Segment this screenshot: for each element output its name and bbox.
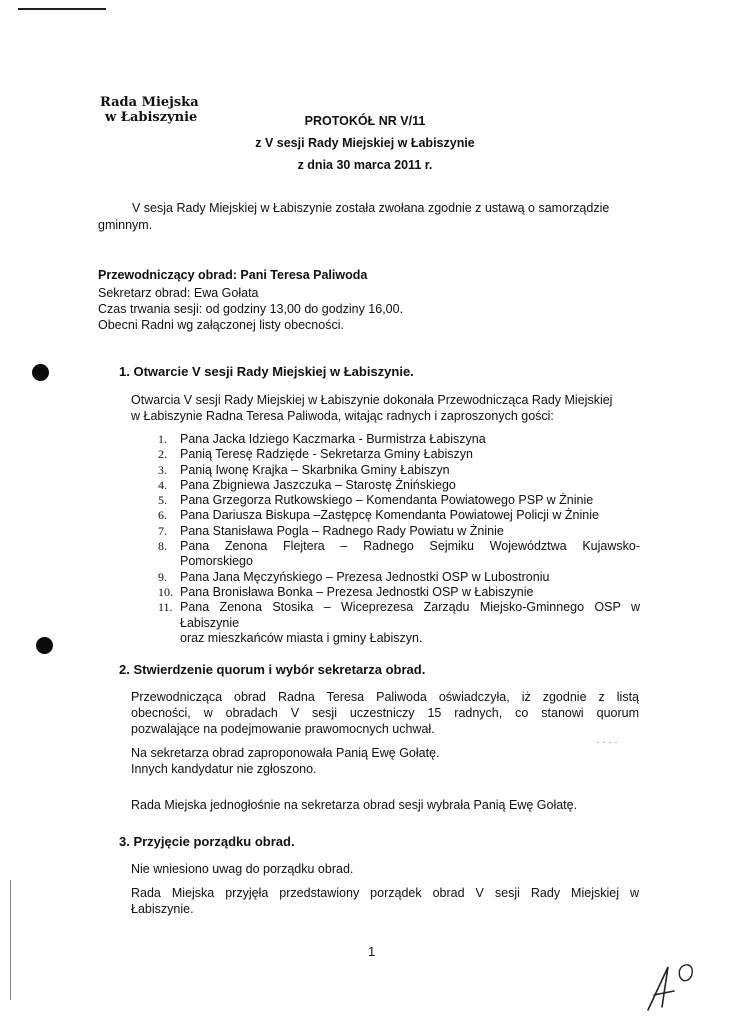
document-subtitle: z V sesji Rady Miejskiej w Łabiszynie xyxy=(255,136,475,150)
duration-line: Czas trwania sesji: od godziny 13,00 do godziny 16,00. xyxy=(98,302,404,316)
page-number: 1 xyxy=(368,944,376,959)
section-1-para-line-2: w Łabiszynie Radna Teresa Paliwoda, witając radnych i zaproszonych gości: xyxy=(131,409,554,423)
chairperson-name: Pani Teresa Paliwoda xyxy=(240,268,368,282)
list-item: 3. Panią Iwonę Krajka – Skarbnika Gminy Łabiszyn xyxy=(158,462,450,477)
stamp-line-1: Rada Miejska xyxy=(100,95,199,110)
intro-line-1: V sesja Rady Miejskiej w Łabiszynie została zwołana zgodnie z ustawą o samorządzie xyxy=(132,201,610,215)
section-2-p1-line-2: obecności, w obradach V sesji uczestniczy 15 radnych, co stanowi quorum xyxy=(131,706,639,720)
guest-list xyxy=(158,432,640,646)
section-3-p1: Nie wniesiono uwag do porządku obrad. xyxy=(131,862,354,876)
secretary-line: Sekretarz obrad: Ewa Gołata xyxy=(98,286,259,300)
section-2-heading: 2. Stwierdzenie quorum i wybór sekretarza obrad. xyxy=(119,662,426,677)
stamp-line-2: w Łabiszynie xyxy=(105,110,198,125)
section-2-p2-line-1: Na sekretarza obrad zaproponowała Panią Ewę Gołatę. xyxy=(131,746,440,760)
list-item: 4. Pana Zbigniewa Jaszczuka – Starostę Żnińskiego xyxy=(158,477,456,492)
list-item: 7. Pana Stanisława Pogla – Radnego Rady Powiatu w Żninie xyxy=(158,523,504,538)
punch-hole-bottom xyxy=(36,637,53,654)
list-item: 9. Pana Jana Męczyńskiego – Prezesa Jednostki OSP w Lubostroniu xyxy=(158,569,550,584)
list-item: 8. Pana Zenona Flejtera – Radnego Sejmiku Województwa Kujawsko- Pomorskiego xyxy=(158,539,640,569)
document-header xyxy=(240,110,490,176)
document-title: PROTOKÓŁ NR V/11 xyxy=(304,114,426,128)
list-item: 11. Pana Zenona Stosika – Wiceprezesa Zarządu Miejsko-Gminnego OSP w Łabiszynie xyxy=(158,600,640,630)
list-item: 1. Pana Jacka Idziego Kaczmarka - Burmistrza Łabiszyna xyxy=(158,432,486,446)
section-2-p3: Rada Miejska jednogłośnie na sekretarza obrad sesji wybrała Panią Ewę Gołatę. xyxy=(131,798,578,812)
section-3-heading: 3. Przyjęcie porządku obrad. xyxy=(119,834,295,849)
list-item: 5. Pana Grzegorza Rutkowskiego – Komendanta Powiatowego PSP w Żninie xyxy=(158,493,594,508)
scan-artifact-line xyxy=(18,8,106,10)
section-3-p2-line-2: Łabiszynie. xyxy=(131,902,194,916)
section-1-para-line-1: Otwarcia V sesji Rady Miejskiej w Łabiszynie dokonała Przewodnicząca Rady Miejskiej xyxy=(131,393,613,407)
scan-speck: · · · · xyxy=(596,737,618,748)
section-1-heading: 1. Otwarcie V sesji Rady Miejskiej w Łabiszynie. xyxy=(119,364,414,379)
chairperson-label: Przewodniczący obrad: xyxy=(98,268,237,282)
list-item: 2. Panią Teresę Radzięde - Sekretarza Gminy Łabiszyn xyxy=(158,447,473,462)
list-item: 10. Pana Bronisława Bonka – Prezesa Jednostki OSP w Łabiszynie xyxy=(158,584,534,599)
punch-hole-top xyxy=(32,364,49,381)
scan-edge-line xyxy=(10,880,11,1000)
section-2-p1-line-3: pozwalające na podejmowanie prawomocnych uchwał. xyxy=(131,722,435,736)
council-stamp xyxy=(100,95,199,125)
attendance-line: Obecni Radni wg załączonej listy obecności. xyxy=(98,318,344,332)
handwritten-initials-signature xyxy=(640,955,700,1015)
section-2-p2-line-2: Innych kandydatur nie zgłoszono. xyxy=(131,762,317,776)
chairperson-line xyxy=(98,268,367,284)
section-3-p2-line-1: Rada Miejska przyjęła przedstawiony porządek obrad V sesji Rady Miejskiej w xyxy=(131,886,639,900)
section-2-p1-line-1: Przewodnicząca obrad Radna Teresa Paliwoda oświadczyła, iż zgodnie z listą xyxy=(131,690,639,704)
intro-line-2: gminnym. xyxy=(98,218,153,232)
list-item-closing: oraz mieszkańców miasta i gminy Łabiszyn. xyxy=(180,630,423,645)
list-item: 6. Pana Dariusza Biskupa –Zastępcę Komendanta Powiatowej Policji w Żninie xyxy=(158,508,599,523)
document-date: z dnia 30 marca 2011 r. xyxy=(297,158,433,172)
